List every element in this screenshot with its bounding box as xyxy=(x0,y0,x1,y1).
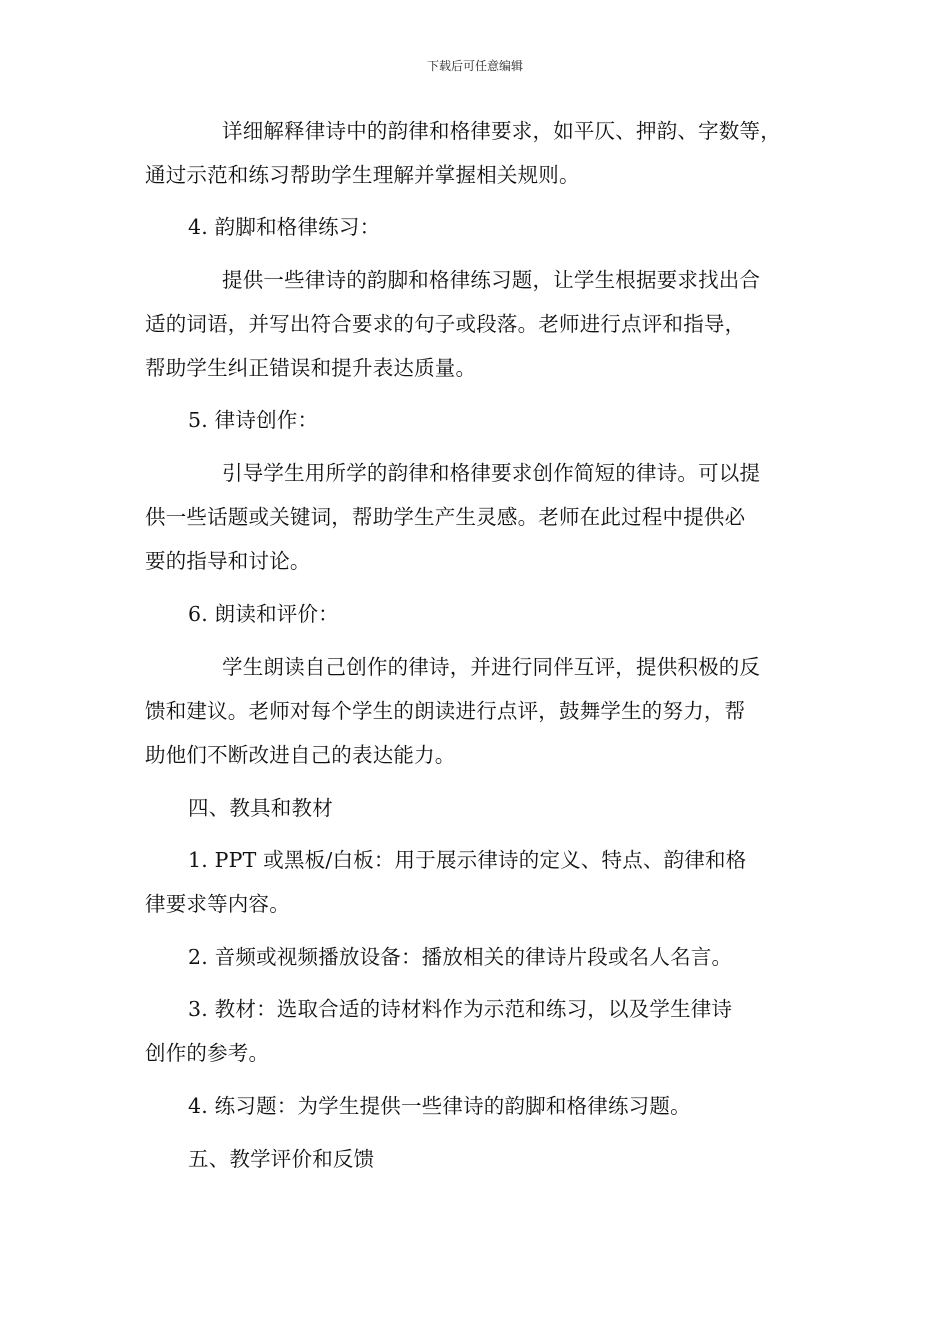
body-line: 提供一些律诗的韵脚和格律练习题，让学生根据要求找出合 xyxy=(222,268,761,292)
list-item: 1. PPT 或黑板/白板：用于展示律诗的定义、特点、韵律和格 xyxy=(188,848,747,872)
body-line: 要的指导和讨论。 xyxy=(145,549,311,573)
body-line: 通过示范和练习帮助学生理解并掌握相关规则。 xyxy=(145,163,580,187)
section-heading: 五、教学评价和反馈 xyxy=(188,1147,375,1171)
body-line: 帮助学生纠正错误和提升表达质量。 xyxy=(145,356,477,380)
body-line: 创作的参考。 xyxy=(145,1041,270,1065)
body-line: 馈和建议。老师对每个学生的朗读进行点评，鼓舞学生的努力，帮 xyxy=(145,699,746,723)
list-item: 3. 教材：选取合适的诗材料作为示范和练习，以及学生律诗 xyxy=(188,997,733,1021)
page-header: 下载后可任意编辑 xyxy=(426,59,523,73)
body-line: 适的词语，并写出符合要求的句子或段落。老师进行点评和指导， xyxy=(145,312,746,336)
list-heading: 6. 朗读和评价： xyxy=(188,602,339,626)
list-item: 2. 音频或视频播放设备：播放相关的律诗片段或名人名言。 xyxy=(188,945,733,969)
body-line: 详细解释律诗中的韵律和格律要求，如平仄、押韵、字数等， xyxy=(222,119,781,143)
body-line: 供一些话题或关键词，帮助学生产生灵感。老师在此过程中提供必 xyxy=(145,505,746,529)
body-line: 引导学生用所学的韵律和格律要求创作简短的律诗。可以提 xyxy=(222,461,761,485)
body-line: 律要求等内容。 xyxy=(145,892,290,916)
list-heading: 4. 韵脚和格律练习： xyxy=(188,215,381,239)
section-heading: 四、教具和教材 xyxy=(188,796,333,820)
list-item: 4. 练习题：为学生提供一些律诗的韵脚和格律练习题。 xyxy=(188,1094,691,1118)
body-line: 助他们不断改进自己的表达能力。 xyxy=(145,743,456,767)
body-line: 学生朗读自己创作的律诗，并进行同伴互评，提供积极的反 xyxy=(222,655,761,679)
list-heading: 5. 律诗创作： xyxy=(188,408,319,432)
